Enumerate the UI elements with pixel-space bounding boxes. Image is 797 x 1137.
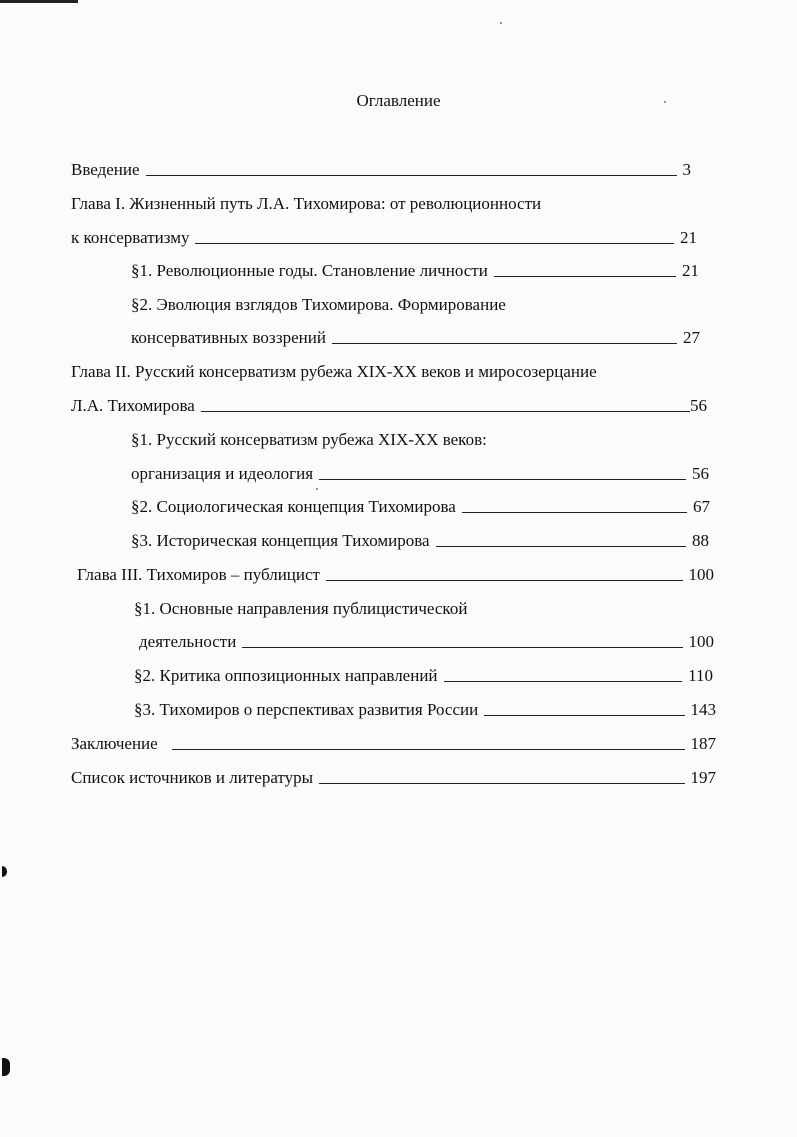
toc-page-number: 100 <box>688 565 714 584</box>
toc-section-heading: §2. Эволюция взглядов Тихомирова. Формирование <box>131 295 506 314</box>
toc-page-number: 67 <box>693 497 710 516</box>
scan-speck <box>316 488 318 490</box>
toc-entry-conclusion[interactable] <box>71 732 716 756</box>
toc-entry-label: Введение <box>71 160 140 179</box>
toc-section-heading: §1. Русский консерватизм рубежа XIX-XX веков: <box>131 430 487 449</box>
dot-leader <box>172 749 685 750</box>
toc-entry-introduction[interactable] <box>71 158 691 182</box>
toc-page-number: 187 <box>690 734 716 753</box>
toc-entry-chapter-1[interactable] <box>71 226 697 250</box>
toc-entry-ch3-section-1[interactable] <box>139 630 714 654</box>
dot-leader <box>494 276 676 277</box>
scan-edge-mark <box>0 0 78 3</box>
toc-entry-label: §1. Революционные годы. Становление личности <box>131 261 488 280</box>
dot-leader <box>195 243 674 244</box>
toc-entry-label: §2. Социологическая концепция Тихомирова <box>131 497 456 516</box>
toc-page-number: 3 <box>682 160 691 179</box>
toc-entry-ch3-section-2[interactable] <box>134 664 713 688</box>
toc-entry-sources[interactable] <box>71 766 716 790</box>
toc-entry-ch2-section-2[interactable] <box>131 495 710 519</box>
dot-leader <box>242 647 682 648</box>
dot-leader <box>462 512 687 513</box>
toc-entry-label: к консерватизму <box>71 228 190 247</box>
toc-entry-ch1-section-2[interactable] <box>131 326 700 350</box>
toc-entry-label: Список источников и литературы <box>71 768 314 787</box>
toc-page-number: 56 <box>690 396 707 415</box>
toc-entry-label: §3. Историческая концепция Тихомирова <box>131 531 430 550</box>
toc-chapter-heading: Глава I. Жизненный путь Л.А. Тихомирова: от революционности <box>71 194 542 213</box>
toc-entry-label: §2. Критика оппозиционных направлений <box>134 666 438 685</box>
toc-entry-label: организация и идеология <box>131 464 314 483</box>
dot-leader <box>201 411 690 412</box>
toc-entry-label: деятельности <box>139 632 237 651</box>
toc-page-number: 27 <box>683 328 700 347</box>
toc-entry-label: Заключение <box>71 734 158 753</box>
punch-hole-mark <box>2 1058 10 1076</box>
toc-entry-chapter-2[interactable] <box>71 394 707 418</box>
toc-page-number: 88 <box>692 531 709 550</box>
toc-entry-label: §3. Тихомиров о перспективах развития России <box>134 700 479 719</box>
toc-page-number: 143 <box>690 700 716 719</box>
punch-hole-mark <box>2 866 7 877</box>
toc-entry-label: консервативных воззрений <box>131 328 326 347</box>
dot-leader <box>319 479 686 480</box>
toc-page-number: 21 <box>680 228 697 247</box>
toc-page-number: 21 <box>682 261 699 280</box>
toc-entry-ch3-section-3[interactable] <box>134 698 716 722</box>
toc-entry-chapter-3[interactable] <box>77 563 714 587</box>
toc-page-number: 100 <box>688 632 714 651</box>
dot-leader <box>436 546 686 547</box>
toc-section-heading: §1. Основные направления публицистической <box>134 599 468 618</box>
toc-entry-label: Л.А. Тихомирова <box>71 396 195 415</box>
toc-page-number: 110 <box>688 666 713 685</box>
toc-entry-ch1-section-1[interactable] <box>131 259 699 283</box>
toc-chapter-heading: Глава II. Русский консерватизм рубежа XIX-XX веков и миросозерцание <box>71 362 597 381</box>
dot-leader <box>444 681 683 682</box>
dot-leader <box>326 580 683 581</box>
toc-page-number: 197 <box>690 768 716 787</box>
dot-leader <box>332 343 677 344</box>
toc-entry-label: Глава III. Тихомиров – публицист <box>77 565 320 584</box>
page-title: Оглавление <box>356 91 441 110</box>
toc-entry-ch2-section-3[interactable] <box>131 529 709 553</box>
toc-entry-ch2-section-1[interactable] <box>131 462 709 486</box>
dot-leader <box>484 715 684 716</box>
dot-leader <box>146 175 677 176</box>
dot-leader <box>319 783 684 784</box>
scan-speck <box>500 22 502 24</box>
toc-page-number: 56 <box>692 464 709 483</box>
